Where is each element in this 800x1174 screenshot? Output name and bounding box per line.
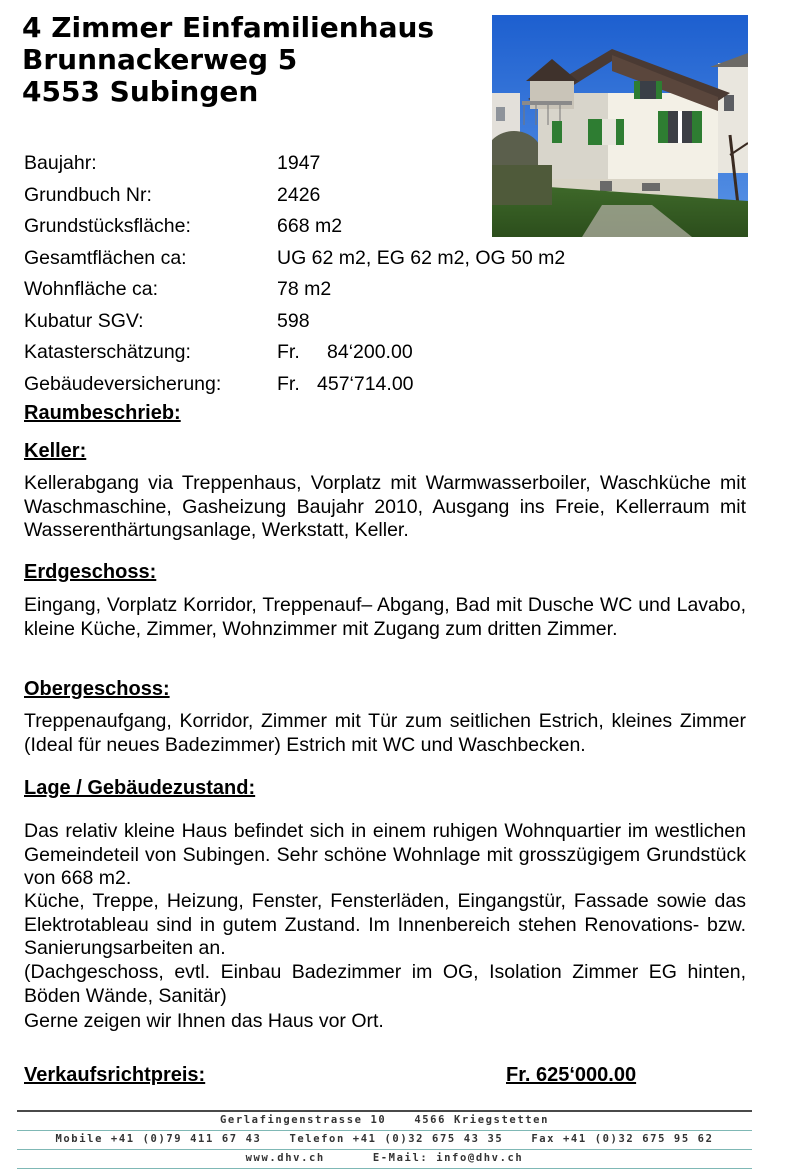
fact-value: 1947 xyxy=(277,152,321,174)
section-heading-lage: Lage / Gebäudezustand: xyxy=(24,777,256,799)
fact-label: Grundstücksfläche: xyxy=(24,215,191,237)
footer-address-line xyxy=(17,1114,752,1126)
footer-address: Gerlafingenstrasse 10 xyxy=(219,1114,387,1126)
fact-label: Katasterschätzung: xyxy=(24,341,191,363)
fact-label: Baujahr: xyxy=(24,152,97,174)
title-line-city: 4553 Subingen xyxy=(22,75,259,108)
footer-rule-top xyxy=(17,1110,752,1112)
footer-rule-1 xyxy=(17,1130,752,1131)
lage-paragraph-1: Das relativ kleine Haus befindet sich in einem ruhigen Wohnquartier im westlichen Gemeindeteil von Subingen. Sehr schöne Wohnlage mit grosszügigem Grundstück von 668 m2. xyxy=(24,820,746,889)
house-photo-illustration xyxy=(492,15,748,237)
footer-rule-bottom xyxy=(17,1168,752,1169)
footer-fax: Fax +41 (0)32 675 95 62 xyxy=(531,1133,714,1145)
subheading-obergeschoss: Obergeschoss: xyxy=(24,678,170,700)
fact-label: Wohnfläche ca: xyxy=(24,278,159,300)
footer-mobile: Mobile +41 (0)79 411 67 43 xyxy=(55,1133,262,1145)
fact-value: UG 62 m2, EG 62 m2, OG 50 m2 xyxy=(277,246,566,269)
section-heading-raumbeschrieb: Raumbeschrieb: xyxy=(24,402,181,424)
fact-value: 78 m2 xyxy=(277,278,332,300)
amount: 84‘200.00 xyxy=(327,341,413,363)
currency-label: Fr. xyxy=(277,372,300,395)
fact-label: Gesamtflächen ca: xyxy=(24,246,187,269)
footer-city: 4566 Kriegstetten xyxy=(414,1114,550,1126)
house-photo xyxy=(492,15,748,237)
lage-paragraph-3: (Dachgeschoss, evtl. Einbau Badezimmer im OG, Isolation Zimmer EG hinten, Böden Wände, Sanitär) xyxy=(24,961,746,1007)
footer-phone-line xyxy=(17,1133,752,1145)
fact-label: Gebäudeversicherung: xyxy=(24,372,222,395)
fact-value: 598 xyxy=(277,309,310,332)
subheading-erdgeschoss: Erdgeschoss: xyxy=(24,561,157,583)
footer-rule-2 xyxy=(17,1149,752,1150)
currency-label: Fr. xyxy=(277,341,300,363)
fact-value: 2426 xyxy=(277,183,321,206)
fact-value xyxy=(277,369,414,401)
erdgeschoss-description: Eingang, Vorplatz Korridor, Treppenauf– Abgang, Bad mit Dusche WC und Lavabo, kleine Küche, Zimmer, Wohnzimmer mit Zugang zum dritten Zimmer. xyxy=(24,594,746,640)
fact-value: 668 m2 xyxy=(277,215,343,237)
fact-label: Kubatur SGV: xyxy=(24,309,144,332)
footer-email-link[interactable]: E-Mail: info@dhv.ch xyxy=(372,1152,524,1164)
price-label: Verkaufsrichtpreis: xyxy=(24,1064,206,1086)
fact-label: Grundbuch Nr: xyxy=(24,183,152,206)
footer-phone: Telefon +41 (0)32 675 43 35 xyxy=(289,1133,504,1145)
obergeschoss-description: Treppenaufgang, Korridor, Zimmer mit Tür zum seitlichen Estrich, kleines Zimmer (Ideal für neues Badezimmer) Estrich mit WC und Waschbecken. xyxy=(24,710,746,756)
listing-title xyxy=(22,12,434,108)
footer-web-line xyxy=(17,1152,752,1164)
amount: 457‘714.00 xyxy=(317,372,414,395)
keller-description: Kellerabgang via Treppenhaus, Vorplatz mit Warmwasserboiler, Waschküche mit Waschmaschine, Gasheizung Baujahr 2010, Ausgang ins Freie, Kellerraum mit Wasserenthärtungsanlage, Werkstatt, Keller. xyxy=(24,472,746,541)
footer-website-link[interactable]: www.dhv.ch xyxy=(245,1152,325,1164)
lage-paragraph-4: Gerne zeigen wir Ihnen das Haus vor Ort. xyxy=(24,1010,384,1032)
subheading-keller: Keller: xyxy=(24,440,87,462)
lage-paragraph-2: Küche, Treppe, Heizung, Fenster, Fensterläden, Eingangstür, Fassade sowie das Elektrotableau sind in gutem Zustand. Im Innenbereich stehen Renovations- bzw. Sanierungsarbeiten an. xyxy=(24,890,746,959)
title-line-street: Brunnackerweg 5 xyxy=(22,43,298,76)
price-value: Fr. 625‘000.00 xyxy=(506,1064,637,1086)
fact-value xyxy=(277,337,413,369)
company-footer xyxy=(17,1110,752,1168)
title-line-house-type: 4 Zimmer Einfamilienhaus xyxy=(22,11,435,44)
